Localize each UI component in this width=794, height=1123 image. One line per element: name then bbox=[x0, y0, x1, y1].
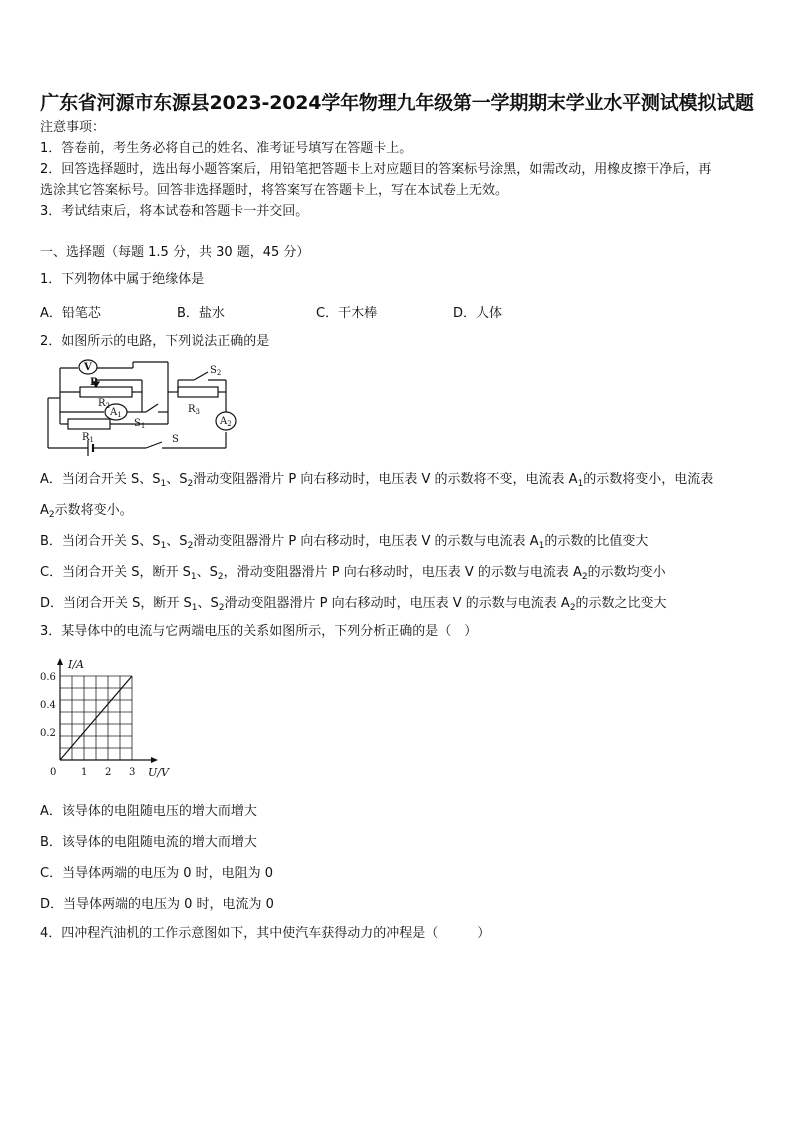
q3-option-a: A．该导体的电阻随电压的增大而增大 bbox=[40, 804, 257, 819]
notice-item-1: 1．答卷前，考生务必将自己的姓名、准考证号填写在答题卡上。 bbox=[40, 141, 413, 156]
label-a1: $A_1$ bbox=[110, 407, 122, 419]
label-r2: $R_2$ bbox=[98, 398, 110, 410]
x-tick-label: 1 bbox=[81, 767, 88, 778]
q3-stem: 3．某导体中的电流与它两端电压的关系如图所示，下列分析正确的是（ ） bbox=[40, 624, 478, 639]
q2-option-a-line-2: $A_2$示数将变小。 bbox=[40, 503, 133, 520]
notice-heading: 注意事项： bbox=[40, 120, 106, 135]
q2-option-d: D．当闭合开关 S，断开 $S_1$、$S_2$滑动变阻器滑片 P 向右移动时，电压表 V 的示数与电流表 $A_2$的示数之比变大 bbox=[40, 596, 667, 613]
resistor-r1 bbox=[68, 419, 110, 429]
switch-s1 bbox=[146, 404, 158, 412]
label-r3: $R_3$ bbox=[188, 404, 200, 416]
resistor-r3 bbox=[178, 387, 218, 397]
q1-option-d: D．人体 bbox=[453, 306, 503, 321]
notice-item-2-line-2: 选涂其它答案标号。回答非选择题时，将答案写在答题卡上，写在本试卷上无效。 bbox=[40, 183, 509, 198]
y-axis-arrow bbox=[57, 658, 63, 665]
q2-circuit-diagram bbox=[38, 352, 243, 457]
q1-option-a: A．铅笔芯 bbox=[40, 306, 101, 321]
label-s: S bbox=[172, 434, 179, 445]
q2-stem: 2．如图所示的电路，下列说法正确的是 bbox=[40, 334, 270, 349]
label-r1: $R_1$ bbox=[82, 432, 94, 444]
switch-s2 bbox=[194, 372, 208, 380]
label-v: V bbox=[84, 362, 92, 373]
y-axis-label: I/A bbox=[68, 658, 84, 671]
y-tick-label: 0.4 bbox=[40, 700, 56, 711]
switch-s bbox=[146, 442, 162, 448]
q2-option-b: B．当闭合开关 S、$S_1$、$S_2$滑动变阻器滑片 P 向右移动时，电压表 V 的示数与电流表 $A_1$的示数的比值变大 bbox=[40, 534, 649, 551]
q3-option-b: B．该导体的电阻随电流的增大而增大 bbox=[40, 835, 257, 850]
section-heading: 一、选择题（每题 1.5 分，共 30 题，45 分） bbox=[40, 245, 310, 260]
q3-option-d: D．当导体两端的电压为 0 时，电流为 0 bbox=[40, 897, 274, 912]
label-s1: $S_1$ bbox=[134, 418, 146, 430]
x-axis-arrow bbox=[151, 757, 158, 763]
q2-option-c: C．当闭合开关 S，断开 $S_1$、$S_2$，滑动变阻器滑片 P 向右移动时，电压表 V 的示数与电流表 $A_2$的示数均变小 bbox=[40, 565, 666, 582]
y-tick-label: 0.2 bbox=[40, 728, 56, 739]
q1-stem: 1．下列物体中属于绝缘体是 bbox=[40, 272, 205, 287]
notice-item-3: 3．考试结束后，将本试卷和答题卡一并交回。 bbox=[40, 204, 309, 219]
resistor-r2 bbox=[80, 387, 132, 397]
label-a2: $A_2$ bbox=[220, 416, 232, 428]
page-title: 广东省河源市东源县2023-2024学年物理九年级第一学期期末学业水平测试模拟试题 bbox=[40, 92, 754, 114]
x-axis-label: U/V bbox=[148, 766, 169, 779]
label-s2: $S_2$ bbox=[210, 365, 222, 377]
q1-option-b: B．盐水 bbox=[177, 306, 225, 321]
q1-option-c: C．干木棒 bbox=[316, 306, 378, 321]
q2-option-a-line-1: A．当闭合开关 S、$S_1$、$S_2$滑动变阻器滑片 P 向右移动时，电压表 V 的示数将不变，电流表 $A_1$的示数将变小，电流表 bbox=[40, 472, 714, 489]
label-p: P bbox=[90, 377, 98, 388]
q3-iu-chart bbox=[36, 652, 176, 784]
y-tick-label: 0.6 bbox=[40, 672, 56, 683]
q4-stem: 4．四冲程汽油机的工作示意图如下，其中使汽车获得动力的冲程是（ ） bbox=[40, 926, 491, 941]
notice-item-2-line-1: 2．回答选择题时，选出每小题答案后，用铅笔把答题卡上对应题目的答案标号涂黑，如需改动，用橡皮擦干净后，再 bbox=[40, 162, 712, 177]
x-tick-label: 2 bbox=[105, 767, 112, 778]
q3-option-c: C．当导体两端的电压为 0 时，电阻为 0 bbox=[40, 866, 274, 881]
x-tick-label: 0 bbox=[50, 767, 57, 778]
x-tick-label: 3 bbox=[129, 767, 136, 778]
